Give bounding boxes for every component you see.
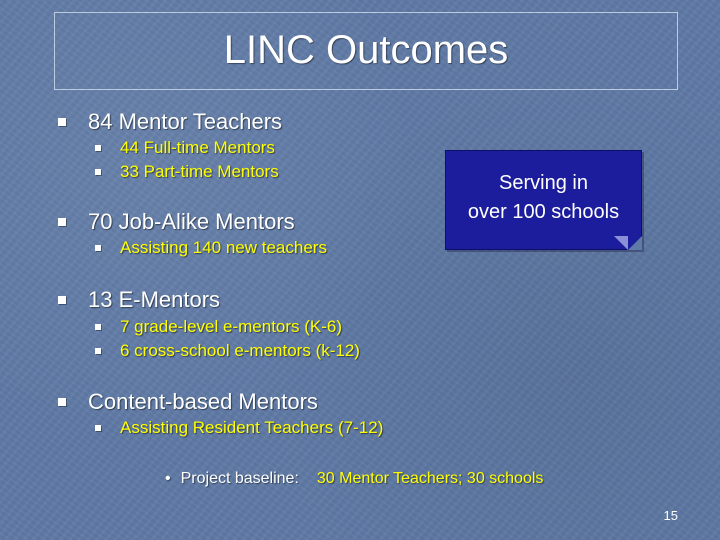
bullet-e-mentors: 13 E-Mentors xyxy=(88,287,221,312)
callout-fold-corner xyxy=(628,236,642,250)
round-bullet-icon: • xyxy=(165,470,171,487)
square-bullet-icon xyxy=(58,118,66,126)
square-bullet-icon xyxy=(95,245,101,251)
sub-bullet-cross-school: 6 cross-school e-mentors (k-12) xyxy=(120,341,360,360)
sub-bullet-new-teachers: Assisting 140 new teachers xyxy=(120,238,327,257)
sub-bullet-resident-teachers: Assisting Resident Teachers (7-12) xyxy=(120,418,384,437)
callout-text xyxy=(446,169,641,227)
square-bullet-icon xyxy=(95,348,101,354)
callout-line-2: over 100 schools xyxy=(467,201,620,223)
bullet-mentor-teachers: 84 Mentor Teachers xyxy=(88,109,283,134)
serving-schools-callout xyxy=(445,150,642,250)
project-baseline xyxy=(165,469,543,489)
sub-bullet-part-time: 33 Part-time Mentors xyxy=(120,162,279,181)
square-bullet-icon xyxy=(58,218,66,226)
slide-title: LINC Outcomes xyxy=(223,28,509,72)
square-bullet-icon xyxy=(95,324,101,330)
square-bullet-icon xyxy=(58,296,66,304)
square-bullet-icon xyxy=(95,169,101,175)
bullet-content-based-mentors: Content-based Mentors xyxy=(88,389,318,414)
square-bullet-icon xyxy=(58,398,66,406)
baseline-value: 30 Mentor Teachers; 30 schools xyxy=(316,470,544,487)
baseline-label: Project baseline: xyxy=(180,470,299,487)
callout-fold-shade xyxy=(614,236,628,250)
square-bullet-icon xyxy=(95,425,101,431)
callout-line-1: Serving in xyxy=(499,172,588,194)
sub-bullet-full-time: 44 Full-time Mentors xyxy=(120,138,275,157)
bullet-job-alike-mentors: 70 Job-Alike Mentors xyxy=(88,209,295,234)
square-bullet-icon xyxy=(95,145,101,151)
sub-bullet-grade-level: 7 grade-level e-mentors (K-6) xyxy=(120,317,343,336)
page-number: 15 xyxy=(663,508,678,523)
